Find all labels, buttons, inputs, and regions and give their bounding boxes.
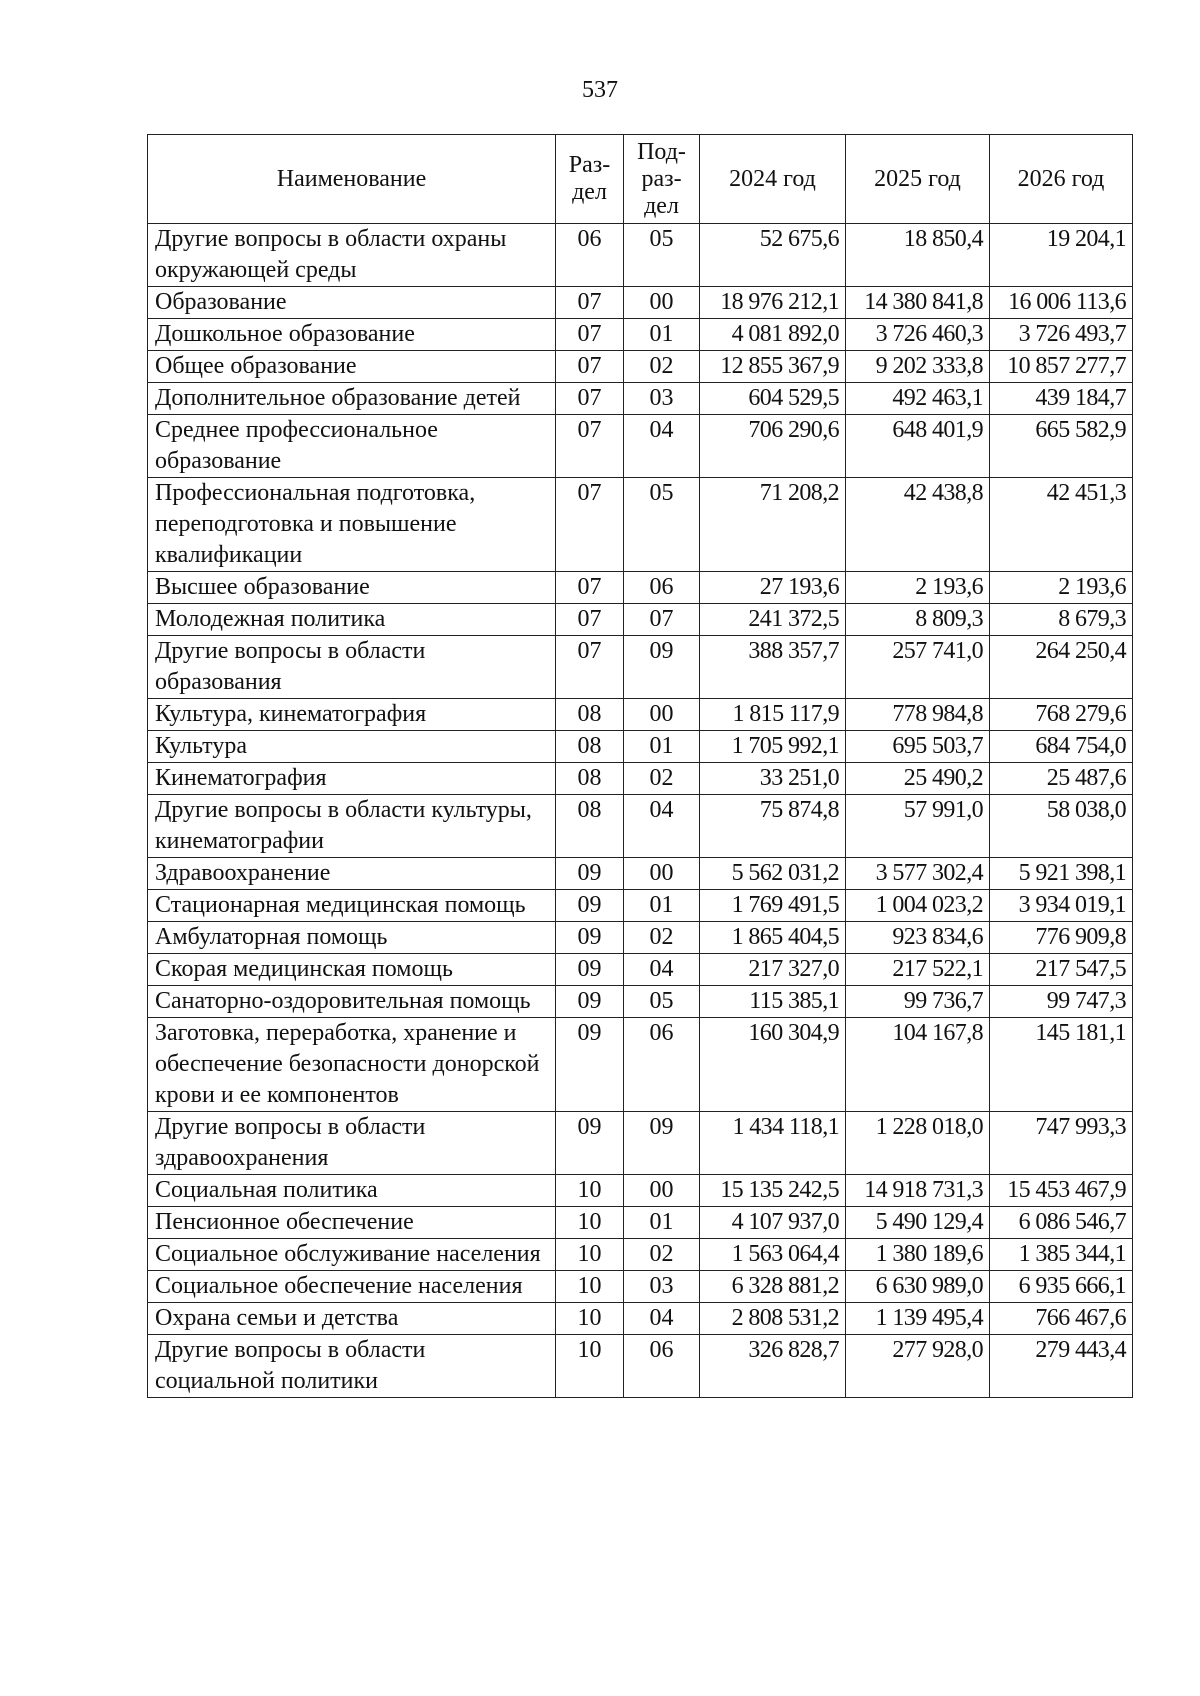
row-name: Другие вопросы в области охраны окружающей среды	[148, 224, 556, 287]
table-row	[148, 636, 1133, 699]
row-value-2025: 57 991,0	[846, 795, 990, 858]
row-name: Высшее образование	[148, 572, 556, 604]
row-podrazdel: 03	[624, 1271, 700, 1303]
row-podrazdel: 05	[624, 224, 700, 287]
row-value-2024: 4 081 892,0	[700, 319, 846, 351]
row-value-2025: 648 401,9	[846, 415, 990, 478]
row-razdel: 07	[556, 351, 624, 383]
row-podrazdel: 04	[624, 415, 700, 478]
row-value-2026: 665 582,9	[990, 415, 1133, 478]
row-razdel: 09	[556, 922, 624, 954]
row-value-2026: 15 453 467,9	[990, 1175, 1133, 1207]
row-value-2025: 923 834,6	[846, 922, 990, 954]
header-name: Наименование	[148, 135, 556, 224]
row-value-2026: 6 086 546,7	[990, 1207, 1133, 1239]
table-row	[148, 731, 1133, 763]
row-podrazdel: 04	[624, 1303, 700, 1335]
row-name: Пенсионное обеспечение	[148, 1207, 556, 1239]
row-value-2024: 1 769 491,5	[700, 890, 846, 922]
row-value-2025: 217 522,1	[846, 954, 990, 986]
row-value-2024: 27 193,6	[700, 572, 846, 604]
row-razdel: 09	[556, 858, 624, 890]
row-name: Кинематография	[148, 763, 556, 795]
row-value-2024: 12 855 367,9	[700, 351, 846, 383]
row-value-2024: 2 808 531,2	[700, 1303, 846, 1335]
row-value-2025: 3 577 302,4	[846, 858, 990, 890]
table-row	[148, 699, 1133, 731]
row-name: Социальная политика	[148, 1175, 556, 1207]
row-razdel: 10	[556, 1207, 624, 1239]
row-podrazdel: 00	[624, 1175, 700, 1207]
row-name: Охрана семьи и детства	[148, 1303, 556, 1335]
row-value-2024: 71 208,2	[700, 478, 846, 572]
row-value-2026: 2 193,6	[990, 572, 1133, 604]
row-razdel: 08	[556, 795, 624, 858]
row-value-2024: 18 976 212,1	[700, 287, 846, 319]
row-value-2025: 14 918 731,3	[846, 1175, 990, 1207]
row-value-2025: 5 490 129,4	[846, 1207, 990, 1239]
table-row	[148, 890, 1133, 922]
row-razdel: 07	[556, 287, 624, 319]
row-value-2025: 695 503,7	[846, 731, 990, 763]
row-podrazdel: 00	[624, 699, 700, 731]
table-row	[148, 383, 1133, 415]
row-podrazdel: 00	[624, 858, 700, 890]
row-name: Социальное обеспечение населения	[148, 1271, 556, 1303]
table-header-row	[148, 135, 1133, 224]
row-razdel: 08	[556, 699, 624, 731]
row-value-2026: 768 279,6	[990, 699, 1133, 731]
table-row	[148, 1271, 1133, 1303]
row-podrazdel: 09	[624, 1112, 700, 1175]
row-name: Культура, кинематография	[148, 699, 556, 731]
row-value-2025: 1 139 495,4	[846, 1303, 990, 1335]
row-value-2025: 2 193,6	[846, 572, 990, 604]
row-value-2026: 766 467,6	[990, 1303, 1133, 1335]
row-name: Профессиональная подготовка, переподготовка и повышение квалификации	[148, 478, 556, 572]
row-value-2025: 25 490,2	[846, 763, 990, 795]
row-razdel: 07	[556, 604, 624, 636]
row-value-2026: 10 857 277,7	[990, 351, 1133, 383]
row-name: Амбулаторная помощь	[148, 922, 556, 954]
row-razdel: 10	[556, 1303, 624, 1335]
row-name: Среднее профессиональное образование	[148, 415, 556, 478]
row-value-2025: 778 984,8	[846, 699, 990, 731]
row-value-2024: 15 135 242,5	[700, 1175, 846, 1207]
row-value-2026: 25 487,6	[990, 763, 1133, 795]
row-podrazdel: 03	[624, 383, 700, 415]
row-razdel: 07	[556, 383, 624, 415]
row-value-2026: 3 726 493,7	[990, 319, 1133, 351]
row-razdel: 06	[556, 224, 624, 287]
row-value-2025: 257 741,0	[846, 636, 990, 699]
header-2024: 2024 год	[700, 135, 846, 224]
row-razdel: 10	[556, 1335, 624, 1398]
row-name: Образование	[148, 287, 556, 319]
row-razdel: 10	[556, 1175, 624, 1207]
row-value-2024: 75 874,8	[700, 795, 846, 858]
budget-table	[147, 134, 1133, 1398]
row-value-2025: 492 463,1	[846, 383, 990, 415]
row-podrazdel: 09	[624, 636, 700, 699]
row-name: Заготовка, переработка, хранение и обеспечение безопасности донорской крови и ее компонентов	[148, 1018, 556, 1112]
header-2026: 2026 год	[990, 135, 1133, 224]
row-name: Дошкольное образование	[148, 319, 556, 351]
header-podrazdel	[624, 135, 700, 224]
row-name: Молодежная политика	[148, 604, 556, 636]
row-podrazdel: 06	[624, 1018, 700, 1112]
row-razdel: 09	[556, 890, 624, 922]
row-podrazdel: 00	[624, 287, 700, 319]
row-value-2024: 217 327,0	[700, 954, 846, 986]
table-row	[148, 1303, 1133, 1335]
table-row	[148, 1018, 1133, 1112]
table-row	[148, 224, 1133, 287]
row-podrazdel: 01	[624, 1207, 700, 1239]
row-name: Социальное обслуживание населения	[148, 1239, 556, 1271]
row-razdel: 07	[556, 636, 624, 699]
row-value-2026: 747 993,3	[990, 1112, 1133, 1175]
row-value-2026: 6 935 666,1	[990, 1271, 1133, 1303]
row-value-2024: 4 107 937,0	[700, 1207, 846, 1239]
row-value-2026: 5 921 398,1	[990, 858, 1133, 890]
row-razdel: 08	[556, 731, 624, 763]
row-value-2025: 1 004 023,2	[846, 890, 990, 922]
table-row	[148, 287, 1133, 319]
row-name: Дополнительное образование детей	[148, 383, 556, 415]
row-name: Другие вопросы в области культуры, кинематографии	[148, 795, 556, 858]
row-value-2026: 58 038,0	[990, 795, 1133, 858]
row-name: Санаторно-оздоровительная помощь	[148, 986, 556, 1018]
row-value-2026: 776 909,8	[990, 922, 1133, 954]
header-2025: 2025 год	[846, 135, 990, 224]
row-value-2026: 16 006 113,6	[990, 287, 1133, 319]
row-podrazdel: 02	[624, 922, 700, 954]
row-value-2024: 706 290,6	[700, 415, 846, 478]
row-razdel: 09	[556, 1112, 624, 1175]
row-razdel: 07	[556, 415, 624, 478]
row-value-2026: 42 451,3	[990, 478, 1133, 572]
row-value-2024: 326 828,7	[700, 1335, 846, 1398]
row-value-2025: 9 202 333,8	[846, 351, 990, 383]
row-name: Стационарная медицинская помощь	[148, 890, 556, 922]
row-value-2025: 277 928,0	[846, 1335, 990, 1398]
row-podrazdel: 05	[624, 986, 700, 1018]
row-value-2026: 684 754,0	[990, 731, 1133, 763]
row-name: Другие вопросы в области социальной политики	[148, 1335, 556, 1398]
row-podrazdel: 02	[624, 763, 700, 795]
row-value-2024: 241 372,5	[700, 604, 846, 636]
row-name: Другие вопросы в области здравоохранения	[148, 1112, 556, 1175]
row-name: Скорая медицинская помощь	[148, 954, 556, 986]
row-name: Культура	[148, 731, 556, 763]
row-podrazdel: 04	[624, 954, 700, 986]
table-row	[148, 319, 1133, 351]
row-podrazdel: 01	[624, 890, 700, 922]
row-value-2024: 604 529,5	[700, 383, 846, 415]
row-value-2024: 1 705 992,1	[700, 731, 846, 763]
row-razdel: 09	[556, 1018, 624, 1112]
row-podrazdel: 02	[624, 1239, 700, 1271]
table-row	[148, 1175, 1133, 1207]
row-razdel: 10	[556, 1271, 624, 1303]
row-razdel: 07	[556, 572, 624, 604]
row-value-2024: 1 434 118,1	[700, 1112, 846, 1175]
row-razdel: 09	[556, 954, 624, 986]
table-row	[148, 1239, 1133, 1271]
table-row	[148, 1207, 1133, 1239]
table-row	[148, 478, 1133, 572]
table-row	[148, 351, 1133, 383]
row-value-2025: 42 438,8	[846, 478, 990, 572]
row-value-2025: 1 228 018,0	[846, 1112, 990, 1175]
row-name: Здравоохранение	[148, 858, 556, 890]
row-razdel: 10	[556, 1239, 624, 1271]
row-value-2026: 145 181,1	[990, 1018, 1133, 1112]
row-value-2026: 439 184,7	[990, 383, 1133, 415]
row-value-2024: 5 562 031,2	[700, 858, 846, 890]
row-value-2026: 8 679,3	[990, 604, 1133, 636]
row-value-2026: 1 385 344,1	[990, 1239, 1133, 1271]
row-value-2025: 8 809,3	[846, 604, 990, 636]
row-value-2024: 115 385,1	[700, 986, 846, 1018]
row-podrazdel: 06	[624, 572, 700, 604]
table-row	[148, 954, 1133, 986]
table-row	[148, 858, 1133, 890]
table-row	[148, 1335, 1133, 1398]
row-razdel: 07	[556, 478, 624, 572]
header-podrazdel-text: Под- раз- дел	[637, 138, 686, 219]
table-row	[148, 604, 1133, 636]
table-row	[148, 415, 1133, 478]
row-value-2025: 99 736,7	[846, 986, 990, 1018]
row-podrazdel: 05	[624, 478, 700, 572]
table-body	[148, 224, 1133, 1398]
header-razdel	[556, 135, 624, 224]
row-value-2024: 6 328 881,2	[700, 1271, 846, 1303]
row-razdel: 08	[556, 763, 624, 795]
row-podrazdel: 01	[624, 731, 700, 763]
row-name: Другие вопросы в области образования	[148, 636, 556, 699]
row-podrazdel: 04	[624, 795, 700, 858]
table-row	[148, 922, 1133, 954]
row-value-2025: 1 380 189,6	[846, 1239, 990, 1271]
row-podrazdel: 06	[624, 1335, 700, 1398]
row-value-2024: 52 675,6	[700, 224, 846, 287]
row-value-2026: 279 443,4	[990, 1335, 1133, 1398]
table-row	[148, 795, 1133, 858]
row-podrazdel: 01	[624, 319, 700, 351]
row-value-2025: 14 380 841,8	[846, 287, 990, 319]
row-value-2024: 1 563 064,4	[700, 1239, 846, 1271]
row-podrazdel: 02	[624, 351, 700, 383]
row-value-2026: 99 747,3	[990, 986, 1133, 1018]
row-name: Общее образование	[148, 351, 556, 383]
row-value-2026: 264 250,4	[990, 636, 1133, 699]
row-value-2026: 19 204,1	[990, 224, 1133, 287]
table-row	[148, 1112, 1133, 1175]
header-razdel-text: Раз- дел	[568, 152, 611, 205]
page-number: 537	[582, 77, 618, 103]
row-value-2024: 388 357,7	[700, 636, 846, 699]
row-value-2024: 33 251,0	[700, 763, 846, 795]
row-podrazdel: 07	[624, 604, 700, 636]
row-value-2025: 18 850,4	[846, 224, 990, 287]
row-value-2026: 217 547,5	[990, 954, 1133, 986]
row-value-2024: 1 865 404,5	[700, 922, 846, 954]
row-value-2024: 160 304,9	[700, 1018, 846, 1112]
table-row	[148, 986, 1133, 1018]
row-value-2026: 3 934 019,1	[990, 890, 1133, 922]
row-value-2025: 104 167,8	[846, 1018, 990, 1112]
table-row	[148, 572, 1133, 604]
row-razdel: 07	[556, 319, 624, 351]
row-value-2025: 3 726 460,3	[846, 319, 990, 351]
row-value-2025: 6 630 989,0	[846, 1271, 990, 1303]
row-razdel: 09	[556, 986, 624, 1018]
row-value-2024: 1 815 117,9	[700, 699, 846, 731]
table-row	[148, 763, 1133, 795]
